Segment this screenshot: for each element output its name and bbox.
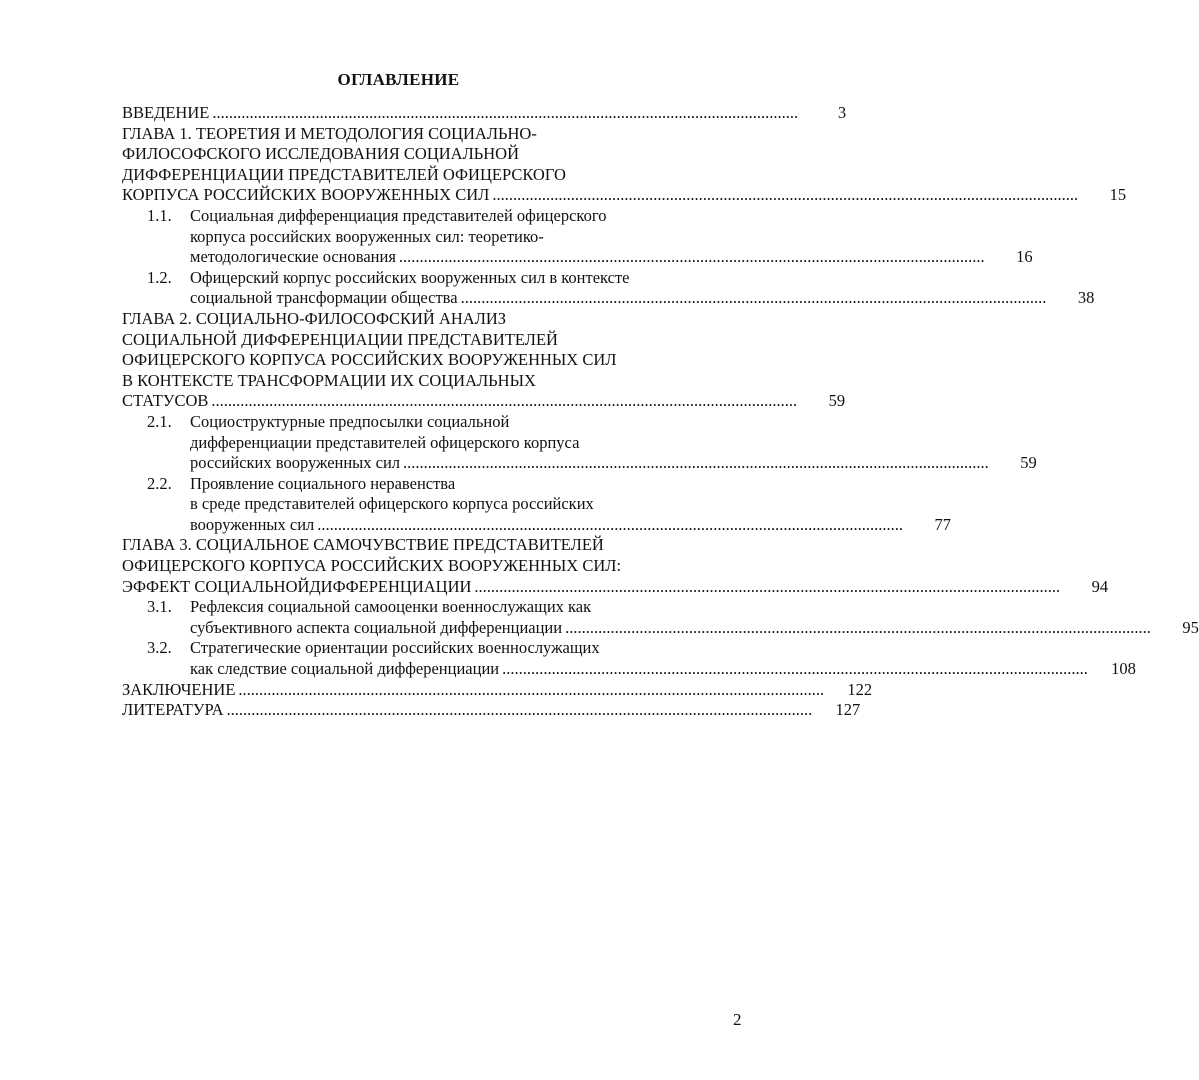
toc-entry-text: СТАТУСОВ: [122, 391, 209, 411]
toc-page-number: 127: [835, 700, 861, 720]
toc-entry-text: дифференциации представителей офицерского корпуса: [190, 432, 580, 452]
toc-entry-text: ГЛАВА 3. СОЦИАЛЬНОЕ САМОЧУВСТВИЕ ПРЕДСТАВИТЕЛЕЙ: [122, 535, 604, 555]
toc-entry-text: как следствие социальной дифференциации: [190, 659, 500, 679]
toc-leader-dots: ..............................................................................................................................................: [398, 247, 985, 267]
toc-leader-dots: ..............................................................................................................................................: [212, 103, 799, 122]
toc-entry: [122, 123, 1127, 206]
page-title: ОГЛАВЛЕНИЕ: [337, 70, 460, 89]
toc-leader-dots: ..............................................................................................................................................: [492, 185, 1079, 205]
toc-page-number: 15: [1109, 185, 1127, 205]
toc-entry-text: российских вооруженных сил: [190, 453, 401, 473]
toc-entry: [122, 535, 1109, 597]
toc-leader-dots: ..............................................................................................................................................: [238, 679, 825, 699]
table-of-contents: [122, 103, 1199, 721]
toc-entry-text: ЛИТЕРАТУРА: [122, 700, 224, 720]
toc-subsection: [122, 597, 1199, 638]
toc-section-number: 1.2.: [147, 267, 172, 287]
toc-entry: [122, 308, 846, 412]
toc-entry-text: Стратегические ориентации российских военнослужащих: [190, 638, 600, 658]
toc-subsection: [122, 638, 1136, 679]
toc-page-number: 59: [828, 391, 846, 411]
toc-entry-text: субъективного аспекта социальной дифференциации: [190, 617, 563, 637]
toc-section-number: 1.1.: [147, 205, 172, 225]
toc-entry-text: ОФИЦЕРСКОГО КОРПУСА РОССИЙСКИХ ВООРУЖЕННЫХ СИЛ: [122, 350, 617, 370]
toc-leader-dots: ..............................................................................................................................................: [460, 288, 1047, 308]
toc-entry-text: социальной трансформации общества: [190, 288, 458, 308]
toc-subsection: [122, 205, 1033, 268]
toc-entry-text: Социальная дифференциация представителей офицерского: [190, 205, 607, 225]
toc-section-number: 3.2.: [147, 638, 172, 658]
toc-entry-text: Офицерский корпус российских вооруженных сил в контексте: [190, 267, 630, 287]
toc-entry-text: В КОНТЕКСТЕ ТРАНСФОРМАЦИИ ИХ СОЦИАЛЬНЫХ: [122, 370, 536, 390]
toc-section-number: 2.2.: [147, 473, 172, 493]
toc-page-number: 108: [1111, 659, 1136, 679]
toc-leader-dots: ..............................................................................................................................................: [502, 659, 1088, 679]
toc-entry-text: ЭФФЕКТ СОЦИАЛЬНОЙДИФФЕРЕНЦИАЦИИ: [122, 576, 472, 596]
toc-leader-dots: ..............................................................................................................................................: [403, 453, 989, 473]
toc-page-number: 95: [1182, 617, 1199, 637]
toc-entry-text: ГЛАВА 1. ТЕОРЕТИЯ И МЕТОДОЛОГИЯ СОЦИАЛЬНО-: [122, 123, 537, 143]
toc-leader-dots: ..............................................................................................................................................: [226, 700, 813, 720]
toc-leader-dots: ..............................................................................................................................................: [474, 576, 1061, 596]
toc-page-number: 59: [1020, 453, 1037, 473]
toc-leader-dots: ..............................................................................................................................................: [211, 391, 798, 411]
toc-entry-text: Проявление социального неравенства: [190, 473, 456, 493]
toc-page-number: 38: [1077, 288, 1095, 308]
toc-subsection: [122, 411, 1037, 474]
toc-entry-text: КОРПУСА РОССИЙСКИХ ВООРУЖЕННЫХ СИЛ: [122, 185, 490, 205]
toc-leader-dots: ..............................................................................................................................................: [317, 514, 904, 534]
toc-entry-text: Рефлексия социальной самооценки военнослужащих как: [190, 597, 592, 617]
toc-entry: [122, 103, 847, 124]
toc-page-number: 3: [837, 103, 847, 122]
toc-entry-text: ЗАКЛЮЧЕНИЕ: [122, 679, 236, 699]
toc-entry-text: ОФИЦЕРСКОГО КОРПУСА РОССИЙСКИХ ВООРУЖЕННЫХ СИЛ:: [122, 556, 622, 576]
toc-page-number: 16: [1016, 247, 1033, 267]
toc-page-number: 122: [847, 679, 873, 699]
toc-entry-text: вооруженных сил: [190, 514, 315, 534]
toc-entry-text: ФИЛОСОФСКОГО ИССЛЕДОВАНИЯ СОЦИАЛЬНОЙ: [122, 144, 519, 164]
page-number: 2: [733, 1010, 742, 1029]
toc-page-number: 77: [934, 514, 952, 534]
toc-entry-text: ДИФФЕРЕНЦИАЦИИ ПРЕДСТАВИТЕЛЕЙ ОФИЦЕРСКОГО: [122, 164, 566, 184]
toc-page-number: 94: [1091, 576, 1109, 596]
toc-entry-text: корпуса российских вооруженных сил: теоретико-: [190, 226, 544, 246]
toc-subsection: [122, 267, 1095, 309]
toc-section-number: 3.1.: [147, 597, 172, 617]
toc-entry-text: в среде представителей офицерского корпуса российских: [190, 494, 594, 514]
toc-entry: [122, 679, 873, 701]
toc-entry-text: методологические основания: [190, 247, 396, 267]
toc-entry-text: ВВЕДЕНИЕ: [122, 103, 210, 122]
toc-section-number: 2.1.: [147, 411, 172, 431]
toc-entry-text: ГЛАВА 2. СОЦИАЛЬНО-ФИЛОСОФСКИЙ АНАЛИЗ: [122, 308, 507, 328]
toc-entry-text: Социоструктурные предпосылки социальной: [190, 411, 510, 431]
toc-subsection: [122, 473, 952, 536]
toc-entry: [122, 700, 861, 721]
toc-entry-text: СОЦИАЛЬНОЙ ДИФФЕРЕНЦИАЦИИ ПРЕДСТАВИТЕЛЕЙ: [122, 329, 558, 349]
toc-leader-dots: ..............................................................................................................................................: [565, 617, 1151, 637]
